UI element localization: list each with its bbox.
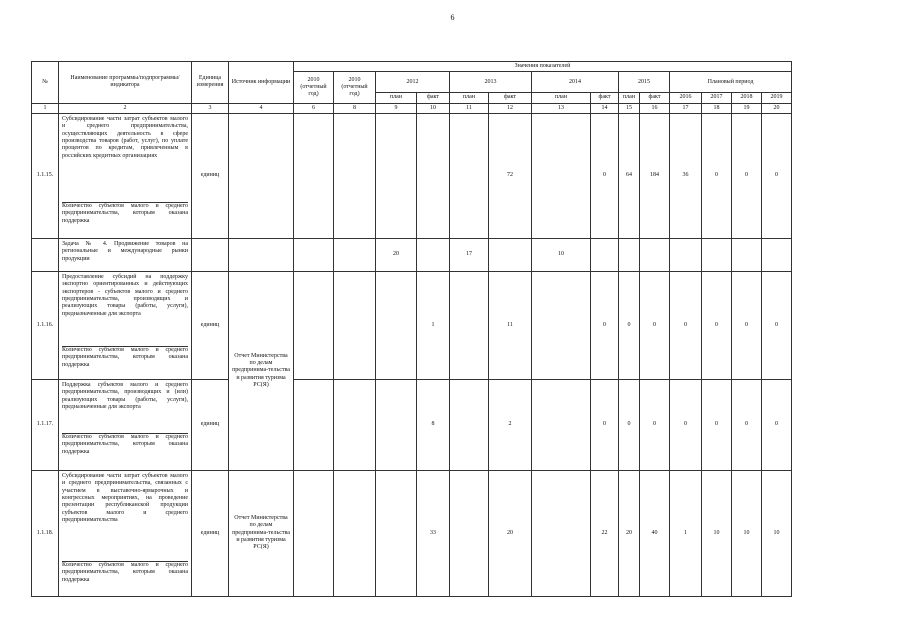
- value-cell: 0: [670, 379, 702, 470]
- col-number: 1: [32, 103, 59, 113]
- indicators-table: [31, 61, 792, 597]
- col-number: 2: [59, 103, 192, 113]
- source-cell: [229, 238, 294, 271]
- col-number: 20: [762, 103, 792, 113]
- indicator-text: Количество субъектов малого и среднего предпринимательства, которым оказана поддержка: [62, 202, 188, 224]
- col-number: 13: [532, 103, 591, 113]
- col-number: 18: [702, 103, 732, 113]
- row-number: 1.1.17.: [32, 379, 59, 470]
- value-cell: [334, 113, 376, 238]
- value-cell: [732, 238, 762, 271]
- value-cell: 1: [670, 470, 702, 596]
- table-row: [32, 470, 792, 596]
- header-values-title: Значения показателей: [294, 62, 792, 72]
- col-number: 17: [670, 103, 702, 113]
- value-cell: 0: [640, 379, 670, 470]
- value-cell: [376, 379, 417, 470]
- value-cell: 0: [762, 379, 792, 470]
- header-fact: факт: [591, 93, 619, 103]
- header-2010-b: 2010 (отчетный год): [334, 72, 376, 103]
- value-cell: [334, 470, 376, 596]
- value-cell: 0: [732, 113, 762, 238]
- value-cell: [376, 271, 417, 379]
- measure-text: Поддержка субъектов малого и среднего предпринимательства, производящих и (или) реализующих товары (работы, услуги), предназначенные для экспорта: [62, 381, 188, 410]
- value-cell: 0: [762, 113, 792, 238]
- value-cell: [489, 238, 532, 271]
- header-2018: 2018: [732, 93, 762, 103]
- header-2019: 2019: [762, 93, 792, 103]
- source-cell: Отчет Министерства по делам предпринима-тельства и развития туризма РС(Я): [229, 271, 294, 470]
- measure-text: Субсидирование части затрат субъектов малого и среднего предпринимательства, связанных с участием в выставочно-ярмарочных и конгрессных мероприятиях, на проведение презентации республиканской продукции субъектов малого и среднего предпринимательства: [62, 472, 188, 523]
- col-number: 14: [591, 103, 619, 113]
- header-num: №: [32, 62, 59, 104]
- value-cell: [702, 238, 732, 271]
- row-number: [32, 238, 59, 271]
- value-cell: 0: [619, 379, 640, 470]
- value-cell: 2: [489, 379, 532, 470]
- header-2016: 2016: [670, 93, 702, 103]
- value-cell: [532, 379, 591, 470]
- value-cell: 36: [670, 113, 702, 238]
- col-number: 10: [417, 103, 450, 113]
- measure-text: Субсидирование части затрат субъектов малого и среднего предпринимательства, осуществляющих деятельность в сфере производства товаров (работ, услуг), по уплате процентов по кредитам, привлеченным в российских кредитных организациях: [62, 115, 188, 159]
- header-row-1: [32, 62, 792, 72]
- unit-cell: [192, 238, 229, 271]
- header-2014: 2014: [532, 72, 619, 93]
- header-unit: Единица измерения: [192, 62, 229, 104]
- value-cell: 64: [619, 113, 640, 238]
- value-cell: 10: [532, 238, 591, 271]
- value-cell: [376, 470, 417, 596]
- unit-cell: единиц: [192, 379, 229, 470]
- value-cell: 20: [619, 470, 640, 596]
- col-number: 4: [229, 103, 294, 113]
- unit-cell: единиц: [192, 470, 229, 596]
- value-cell: 17: [450, 238, 489, 271]
- value-cell: [532, 470, 591, 596]
- value-cell: 0: [732, 379, 762, 470]
- header-fact: факт: [417, 93, 450, 103]
- col-number: 9: [376, 103, 417, 113]
- table-row: [32, 238, 792, 271]
- page-number: 6: [450, 13, 455, 22]
- value-cell: [294, 470, 334, 596]
- value-cell: 8: [417, 379, 450, 470]
- value-cell: [294, 238, 334, 271]
- value-cell: [334, 271, 376, 379]
- column-numbers-row: [32, 103, 792, 113]
- value-cell: 0: [619, 271, 640, 379]
- value-cell: [450, 113, 489, 238]
- value-cell: 10: [732, 470, 762, 596]
- col-number: 12: [489, 103, 532, 113]
- header-plan: план: [532, 93, 591, 103]
- row-description: [59, 271, 192, 379]
- value-cell: 22: [591, 470, 619, 596]
- header-2017: 2017: [702, 93, 732, 103]
- header-plan: план: [450, 93, 489, 103]
- value-cell: 0: [702, 271, 732, 379]
- value-cell: [294, 379, 334, 470]
- col-number: 6: [294, 103, 334, 113]
- value-cell: [334, 379, 376, 470]
- value-cell: 0: [640, 271, 670, 379]
- task-text: Задача № 4. Продвижение товаров на региональные и международные рынки продукции: [59, 238, 192, 271]
- unit-cell: единиц: [192, 113, 229, 238]
- header-source: Источник информации: [229, 62, 294, 104]
- row-number: 1.1.15.: [32, 113, 59, 238]
- header-name: Наименование программы/подпрограммы/индикатора: [59, 62, 192, 104]
- row-description: [59, 470, 192, 596]
- col-number: 3: [192, 103, 229, 113]
- value-cell: [619, 238, 640, 271]
- header-plan: план: [376, 93, 417, 103]
- source-cell: Отчет Министерства по делам предпринима-тельства и развития туризма РС(Я): [229, 470, 294, 596]
- header-fact: факт: [640, 93, 670, 103]
- value-cell: [532, 113, 591, 238]
- source-cell: [229, 113, 294, 238]
- value-cell: 0: [702, 379, 732, 470]
- value-cell: [417, 238, 450, 271]
- value-cell: 11: [489, 271, 532, 379]
- header-fact: факт: [489, 93, 532, 103]
- unit-cell: единиц: [192, 271, 229, 379]
- value-cell: 0: [670, 271, 702, 379]
- value-cell: [417, 113, 450, 238]
- col-number: 8: [334, 103, 376, 113]
- row-number: 1.1.18.: [32, 470, 59, 596]
- value-cell: [294, 271, 334, 379]
- value-cell: [670, 238, 702, 271]
- value-cell: 0: [702, 113, 732, 238]
- value-cell: 0: [732, 271, 762, 379]
- indicator-text: Количество субъектов малого и среднего предпринимательства, которым оказана поддержка: [62, 433, 188, 455]
- indicator-text: Количество субъектов малого и среднего предпринимательства, которым оказана поддержка: [62, 346, 188, 368]
- value-cell: [591, 238, 619, 271]
- header-planned-period: Плановый период: [670, 72, 792, 93]
- value-cell: 40: [640, 470, 670, 596]
- indicator-text: Количество субъектов малого и среднего предпринимательства, которым оказана поддержка: [62, 561, 188, 583]
- value-cell: [334, 238, 376, 271]
- value-cell: 0: [591, 113, 619, 238]
- row-number: 1.1.16.: [32, 271, 59, 379]
- header-2012: 2012: [376, 72, 450, 93]
- measure-text: Предоставление субсидий на поддержку экспортно ориентированных и действующих экспортеров - субъектов малого и среднего предпринимательства, производящих и реализующих товары (работы, услуги), предназначенные для экспорта: [62, 273, 188, 317]
- value-cell: 10: [762, 470, 792, 596]
- value-cell: 20: [489, 470, 532, 596]
- value-cell: [450, 271, 489, 379]
- value-cell: [532, 271, 591, 379]
- value-cell: 20: [376, 238, 417, 271]
- table-row: [32, 113, 792, 238]
- col-number: 11: [450, 103, 489, 113]
- header-2010-a: 2010 (отчетный год): [294, 72, 334, 103]
- value-cell: 0: [591, 271, 619, 379]
- value-cell: [294, 113, 334, 238]
- header-plan: план: [619, 93, 640, 103]
- value-cell: 72: [489, 113, 532, 238]
- value-cell: [640, 238, 670, 271]
- col-number: 15: [619, 103, 640, 113]
- col-number: 19: [732, 103, 762, 113]
- value-cell: 33: [417, 470, 450, 596]
- header-2015: 2015: [619, 72, 670, 93]
- value-cell: 0: [591, 379, 619, 470]
- value-cell: [762, 238, 792, 271]
- table-row: [32, 271, 792, 379]
- value-cell: 1: [417, 271, 450, 379]
- header-2013: 2013: [450, 72, 532, 93]
- value-cell: [450, 379, 489, 470]
- value-cell: [450, 470, 489, 596]
- value-cell: 10: [702, 470, 732, 596]
- value-cell: 0: [762, 271, 792, 379]
- value-cell: [376, 113, 417, 238]
- table-row: [32, 379, 792, 470]
- value-cell: 184: [640, 113, 670, 238]
- row-description: [59, 379, 192, 470]
- row-description: [59, 113, 192, 238]
- col-number: 16: [640, 103, 670, 113]
